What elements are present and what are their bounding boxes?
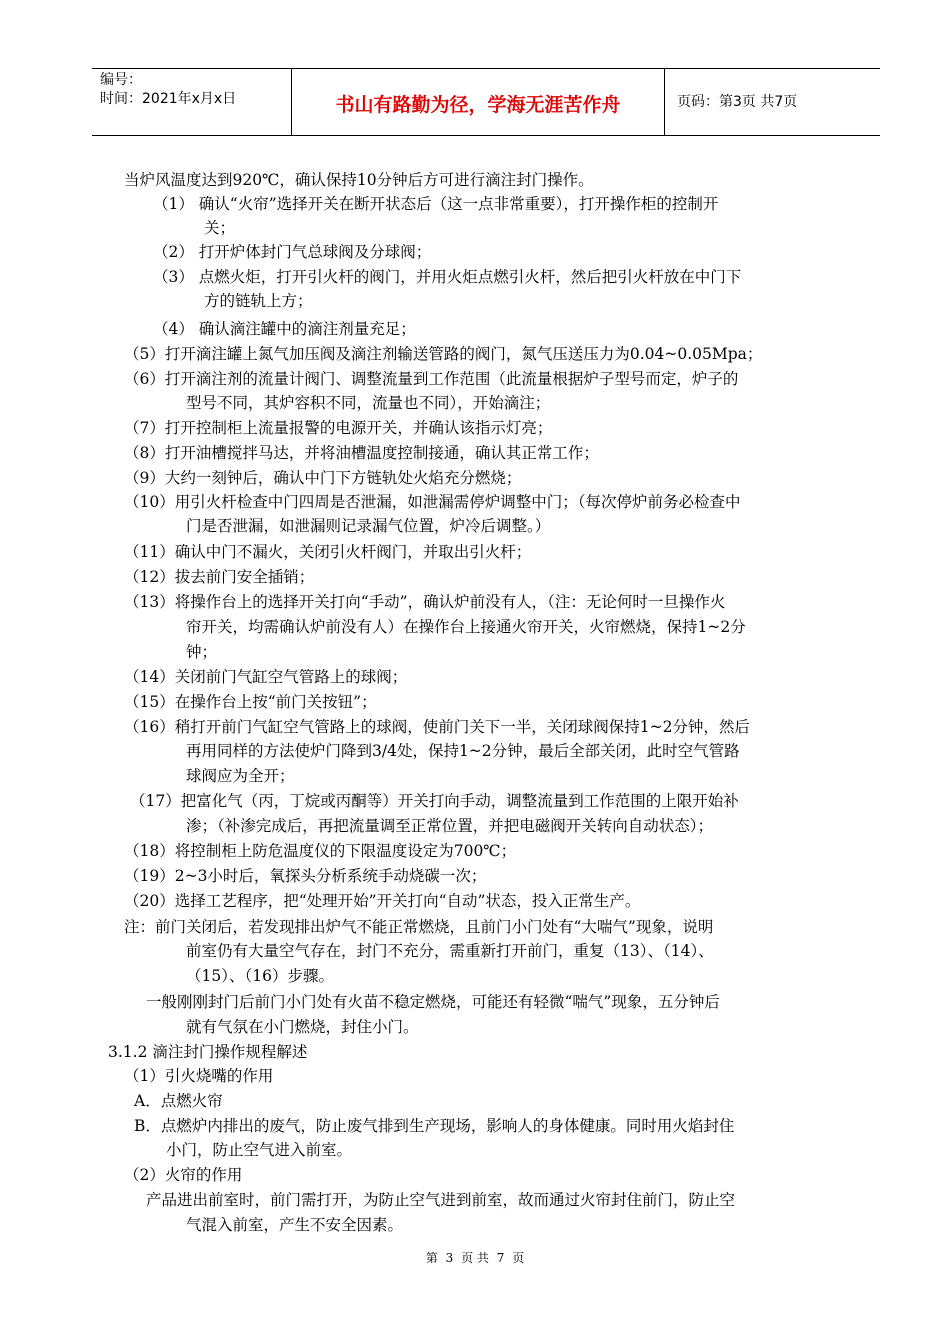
body-line: （17）把富化气（丙，丁烷或丙酮等）开关打向手动，调整流量到工作范围的上限开始补 [130,792,739,810]
body-line: 注：前门关闭后，若发现排出炉气不能正常燃烧，且前门小门处有“大喘气”现象，说明 [124,918,714,936]
body-line: 小门，防止空气进入前室。 [166,1141,353,1159]
page-footer [0,1249,950,1266]
body-line: 方的链轨上方； [204,292,313,310]
body-line: （16）稍打开前门气缸空气管路上的球阀，使前门关下一半，关闭球阀保持1~2分钟，然后 [124,718,750,736]
body-line: 前室仍有大量空气存在，封门不充分，需重新打开前门，重复（13）、（14）、 [186,942,714,960]
body-line: （2）火帘的作用 [124,1166,243,1184]
body-line: 关； [204,219,236,237]
body-line: 型号不同，其炉容积不同，流量也不同），开始滴注； [186,394,551,412]
body-line: 再用同样的方法使炉门降到3/4处，保持1~2分钟，最后全部关闭，此时空气管路 [186,742,740,760]
body-line: （18）将控制柜上防危温度仪的下限温度设定为700℃； [124,842,517,860]
footer-prefix: 第 [425,1251,438,1265]
header-page-info: 页码：第3页 共7页 [677,94,798,110]
body-line: 一般刚刚封门后前门小门处有火苗不稳定燃烧，可能还有轻微“喘气”现象，五分钟后 [146,993,720,1011]
document-id-label: 编号： [100,72,142,88]
body-line: 渗；（补渗完成后，再把流量调至正常位置，并把电磁阀开关转向自动状态）； [186,817,714,835]
header-motto: 书山有路勤为径，学海无涯苦作舟 [292,69,665,135]
body-line: （9）大约一刻钟后，确认中门下方链轨处火焰充分燃烧； [124,469,522,487]
body-line: B．点燃炉内排出的废气，防止废气排到生产现场，影响人的身体健康。同时用火焰封住 [134,1117,735,1135]
body-line: （20）选择工艺程序，把“处理开始”开关打向“自动”状态，投入正常生产。 [124,892,641,910]
body-line: （6）打开滴注剂的流量计阀门、调整流量到工作范围（此流量根据炉子型号而定，炉子的 [124,370,739,388]
document-time-label: 时间：2021年x月x日 [100,91,237,107]
body-line: （1）引火烧嘴的作用 [124,1067,274,1085]
body-line: 球阀应为全开； [186,767,295,785]
body-line: （8）打开油槽搅拌马达，并将油槽温度控制接通，确认其正常工作； [124,444,599,462]
body-line: （1） 确认“火帘”选择开关在断开状态后（这一点非常重要），打开操作柜的控制开 [153,195,719,213]
body-line: （14）关闭前门气缸空气管路上的球阀； [124,668,408,686]
body-line: （13）将操作台上的选择开关打向“手动”，确认炉前没有人，（注：无论何时一旦操作火 [124,593,726,611]
body-line: （12）拔去前门安全插销； [124,568,315,586]
body-line: （19）2~3小时后，氧探头分析系统手动烧碳一次； [124,867,487,885]
body-line: 产品进出前室时，前门需打开，为防止空气进到前室，故而通过火帘封住前门，防止空 [146,1191,736,1209]
body-line: （15）、（16）步骤。 [186,967,334,985]
body-line: 帘开关，均需确认炉前没有人）在操作台上接通火帘开关，火帘燃烧，保持1~2分 [186,618,746,636]
body-line: 门是否泄漏，如泄漏则记录漏气位置，炉冷后调整。） [186,517,551,535]
body-line: （10）用引火杆检查中门四周是否泄漏，如泄漏需停炉调整中门；（每次停炉前务必检查中 [124,493,741,511]
body-line: （11）确认中门不漏火，关闭引火杆阀门，并取出引火杆； [124,543,532,561]
body-line: （7）打开控制柜上流量报警的电源开关，并确认该指示灯亮； [124,419,553,437]
footer-total-pages: 7 [496,1251,505,1265]
footer-page-number: 3 [445,1251,454,1265]
body-line: （5）打开滴注罐上氮气加压阀及滴注剂输送管路的阀门，氮气压送压力为0.04~0.05Mpa； [124,345,763,363]
body-line: A．点燃火帘 [134,1092,223,1110]
body-line: 当炉风温度达到920℃，确认保持10分钟后方可进行滴注封门操作。 [124,171,594,189]
body-line: （4） 确认滴注罐中的滴注剂量充足； [153,320,416,338]
header-meta [92,69,292,135]
footer-mid: 页 共 [461,1251,489,1265]
body-line: 就有气氛在小门燃烧，封住小门。 [186,1018,419,1036]
body-line: 气混入前室，产生不安全因素。 [186,1216,404,1234]
footer-suffix: 页 [512,1251,525,1265]
body-line: （15）在操作台上按“前门关按钮”； [124,693,377,711]
page-header [92,68,880,136]
section-heading: 3.1.2 滴注封门操作规程解述 [108,1043,308,1061]
body-line: （2） 打开炉体封门气总球阀及分球阀； [153,243,432,261]
body-line: （3） 点燃火炬，打开引火杆的阀门，并用火炬点燃引火杆，然后把引火杆放在中门下 [153,268,742,286]
body-line: 钟； [186,643,218,661]
